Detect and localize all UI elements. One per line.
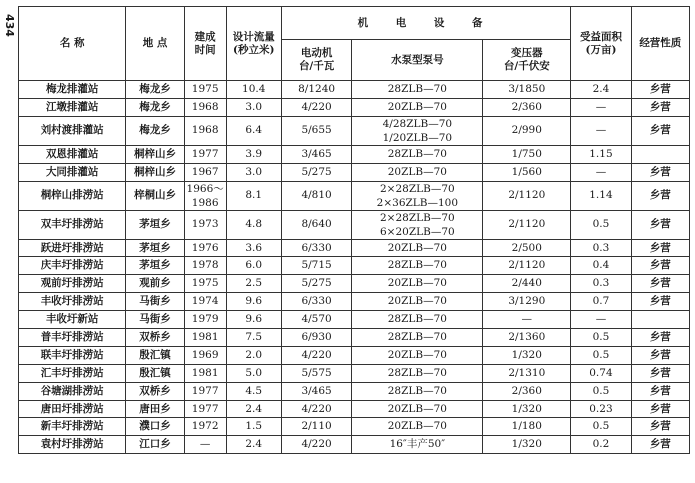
table-row [19, 239, 690, 257]
cell-flow: 3.0 [226, 163, 281, 181]
cell-motor: 5/575 [281, 364, 352, 382]
cell-name: 桐梓山排涝站 [19, 181, 126, 210]
cell-year-line: 1986 [191, 196, 219, 209]
cell-flow: 2.0 [226, 346, 281, 364]
cell-year: 1979 [184, 311, 226, 329]
cell-pump-line: 2×36ZLB—100 [376, 196, 459, 209]
cell-name: 双恩排灌站 [19, 145, 126, 163]
cell-flow: 3.0 [226, 98, 281, 116]
cell-pump-line: 4/28ZLB—70 [382, 117, 453, 130]
cell-name: 联丰圩排涝站 [19, 346, 126, 364]
cell-motor: 4/570 [281, 311, 352, 329]
cell-year: 1976 [184, 239, 226, 257]
cell-pump: 20ZLB—70 [352, 418, 483, 436]
cell-year: 1977 [184, 400, 226, 418]
cell-year: 1974 [184, 293, 226, 311]
cell-location: 桐梓山乡 [126, 145, 184, 163]
cell-transformer: 2/360 [483, 98, 571, 116]
cell-year: 1975 [184, 275, 226, 293]
table-row [19, 81, 690, 99]
cell-location: 马街乡 [126, 311, 184, 329]
cell-year: 1977 [184, 382, 226, 400]
cell-pump: 28ZLB—70 [352, 382, 483, 400]
cell-flow: 4.5 [226, 382, 281, 400]
cell-flow: 6.4 [226, 116, 281, 145]
cell-location: 梓桐山乡 [126, 181, 184, 210]
cell-name: 唐田圩排涝站 [19, 400, 126, 418]
cell-pump [352, 181, 483, 210]
cell-location: 马街乡 [126, 293, 184, 311]
cell-motor: 4/220 [281, 436, 352, 454]
cell-year: 1977 [184, 145, 226, 163]
table-row [19, 163, 690, 181]
pumping-station-table [18, 6, 690, 454]
cell-transformer: 1/320 [483, 400, 571, 418]
table-row [19, 311, 690, 329]
cell-transformer: 2/990 [483, 116, 571, 145]
cell-pump: 16″丰产50″ [352, 436, 483, 454]
cell-area: — [571, 163, 631, 181]
table-row [19, 329, 690, 347]
cell-flow: 5.0 [226, 364, 281, 382]
cell-flow: 2.4 [226, 400, 281, 418]
cell-name: 汇丰圩排涝站 [19, 364, 126, 382]
cell-area: 1.14 [571, 181, 631, 210]
cell-pump: 20ZLB—70 [352, 346, 483, 364]
cell-pump: 20ZLB—70 [352, 400, 483, 418]
cell-location: 观前乡 [126, 275, 184, 293]
cell-management: 乡营 [631, 275, 689, 293]
cell-transformer: 2/500 [483, 239, 571, 257]
cell-motor: 5/715 [281, 257, 352, 275]
cell-name: 新丰圩排涝站 [19, 418, 126, 436]
cell-flow: 9.6 [226, 293, 281, 311]
cell-name: 普丰圩排涝站 [19, 329, 126, 347]
cell-transformer: 2/1120 [483, 210, 571, 239]
table-row [19, 145, 690, 163]
cell-name: 刘村渡排灌站 [19, 116, 126, 145]
header-management: 经营性质 [631, 7, 689, 81]
cell-flow: 10.4 [226, 81, 281, 99]
cell-management: 乡营 [631, 257, 689, 275]
table-row [19, 418, 690, 436]
cell-transformer: 3/1850 [483, 81, 571, 99]
cell-management [631, 145, 689, 163]
cell-year: 1967 [184, 163, 226, 181]
cell-flow: 4.8 [226, 210, 281, 239]
cell-motor: 6/930 [281, 329, 352, 347]
cell-transformer: 2/440 [483, 275, 571, 293]
cell-location: 茅垣乡 [126, 239, 184, 257]
table-row [19, 275, 690, 293]
cell-name: 跃进圩排涝站 [19, 239, 126, 257]
cell-motor: 5/275 [281, 163, 352, 181]
cell-pump-line: 2×28ZLB—70 [380, 211, 455, 224]
header-build-time: 建成 时间 [184, 7, 226, 81]
cell-location: 江口乡 [126, 436, 184, 454]
cell-flow: 9.6 [226, 311, 281, 329]
cell-name: 观前圩排涝站 [19, 275, 126, 293]
header-design-flow: 设计流量 (秒立米) [226, 7, 281, 81]
cell-pump: 28ZLB—70 [352, 364, 483, 382]
cell-area: — [571, 98, 631, 116]
header-motor: 电动机 台/千瓦 [281, 40, 352, 81]
header-name: 名 称 [19, 7, 126, 81]
cell-year: 1981 [184, 364, 226, 382]
cell-motor: 3/465 [281, 382, 352, 400]
cell-transformer: 1/320 [483, 346, 571, 364]
cell-location: 殷汇镇 [126, 364, 184, 382]
cell-area: — [571, 116, 631, 145]
cell-pump: 20ZLB—70 [352, 163, 483, 181]
cell-pump-line: 1/20ZLB—70 [382, 131, 453, 144]
cell-location: 双桥乡 [126, 382, 184, 400]
table-row [19, 400, 690, 418]
cell-pump-line: 2×28ZLB—70 [380, 182, 455, 195]
cell-motor: 4/220 [281, 98, 352, 116]
cell-transformer: 2/1310 [483, 364, 571, 382]
cell-name: 江墩排灌站 [19, 98, 126, 116]
cell-location: 茅垣乡 [126, 210, 184, 239]
cell-area: 0.7 [571, 293, 631, 311]
cell-location: 殷汇镇 [126, 346, 184, 364]
cell-year: 1975 [184, 81, 226, 99]
table-body [19, 81, 690, 454]
page-number: 434 [3, 14, 16, 37]
cell-motor: 2/110 [281, 418, 352, 436]
cell-year: 1969 [184, 346, 226, 364]
cell-pump: 20ZLB—70 [352, 98, 483, 116]
cell-year: 1968 [184, 98, 226, 116]
cell-management: 乡营 [631, 346, 689, 364]
cell-area: — [571, 311, 631, 329]
cell-management: 乡营 [631, 210, 689, 239]
cell-area: 0.3 [571, 239, 631, 257]
table-row [19, 382, 690, 400]
cell-location: 桐梓山乡 [126, 163, 184, 181]
cell-year-line: 1966～ [186, 182, 224, 195]
cell-year: 1968 [184, 116, 226, 145]
cell-pump: 28ZLB—70 [352, 81, 483, 99]
cell-location: 梅龙乡 [126, 98, 184, 116]
table-row [19, 436, 690, 454]
cell-area: 0.74 [571, 364, 631, 382]
cell-management: 乡营 [631, 382, 689, 400]
cell-motor: 3/465 [281, 145, 352, 163]
cell-transformer: 1/180 [483, 418, 571, 436]
cell-transformer: — [483, 311, 571, 329]
cell-management: 乡营 [631, 436, 689, 454]
cell-year: 1981 [184, 329, 226, 347]
cell-name: 梅龙排灌站 [19, 81, 126, 99]
cell-transformer: 1/750 [483, 145, 571, 163]
cell-flow: 1.5 [226, 418, 281, 436]
header-benefit-area: 受益面积 (万亩) [571, 7, 631, 81]
cell-pump: 20ZLB—70 [352, 275, 483, 293]
cell-transformer: 2/1120 [483, 181, 571, 210]
header-location: 地 点 [126, 7, 184, 81]
cell-name: 谷塘湖排涝站 [19, 382, 126, 400]
cell-location: 双桥乡 [126, 329, 184, 347]
table-row [19, 116, 690, 145]
cell-motor: 8/640 [281, 210, 352, 239]
cell-area: 1.15 [571, 145, 631, 163]
cell-transformer: 2/360 [483, 382, 571, 400]
cell-management: 乡营 [631, 418, 689, 436]
cell-location: 濮口乡 [126, 418, 184, 436]
cell-pump: 28ZLB—70 [352, 257, 483, 275]
cell-name: 双丰圩排涝站 [19, 210, 126, 239]
cell-location: 唐田乡 [126, 400, 184, 418]
cell-management: 乡营 [631, 181, 689, 210]
cell-transformer: 3/1290 [483, 293, 571, 311]
cell-area: 0.3 [571, 275, 631, 293]
cell-management: 乡营 [631, 293, 689, 311]
table-row [19, 98, 690, 116]
header-transformer: 变压器 台/千伏安 [483, 40, 571, 81]
cell-management: 乡营 [631, 116, 689, 145]
cell-pump: 28ZLB—70 [352, 329, 483, 347]
cell-management: 乡营 [631, 329, 689, 347]
cell-management: 乡营 [631, 364, 689, 382]
cell-flow: 6.0 [226, 257, 281, 275]
cell-name: 大同排灌站 [19, 163, 126, 181]
cell-flow: 3.6 [226, 239, 281, 257]
cell-flow: 2.5 [226, 275, 281, 293]
cell-pump-line: 6×20ZLB—70 [380, 225, 455, 238]
cell-motor: 4/810 [281, 181, 352, 210]
cell-name: 袁村圩排涝站 [19, 436, 126, 454]
cell-area: 0.5 [571, 210, 631, 239]
cell-area: 0.4 [571, 257, 631, 275]
table-row [19, 181, 690, 210]
cell-pump [352, 210, 483, 239]
cell-year [184, 181, 226, 210]
cell-area: 0.5 [571, 346, 631, 364]
table-row [19, 210, 690, 239]
cell-motor: 5/655 [281, 116, 352, 145]
cell-motor: 5/275 [281, 275, 352, 293]
cell-transformer: 2/1360 [483, 329, 571, 347]
cell-year: 1972 [184, 418, 226, 436]
cell-motor: 6/330 [281, 239, 352, 257]
cell-name: 庆丰圩排涝站 [19, 257, 126, 275]
cell-area: 2.4 [571, 81, 631, 99]
cell-flow: 2.4 [226, 436, 281, 454]
cell-location: 茅垣乡 [126, 257, 184, 275]
cell-area: 0.2 [571, 436, 631, 454]
cell-name: 丰收圩排涝站 [19, 293, 126, 311]
cell-area: 0.23 [571, 400, 631, 418]
cell-management [631, 311, 689, 329]
cell-pump: 20ZLB—70 [352, 239, 483, 257]
cell-flow: 8.1 [226, 181, 281, 210]
cell-pump: 20ZLB—70 [352, 293, 483, 311]
cell-motor: 6/330 [281, 293, 352, 311]
cell-transformer: 1/320 [483, 436, 571, 454]
cell-transformer: 2/1120 [483, 257, 571, 275]
cell-name: 丰收圩新站 [19, 311, 126, 329]
cell-pump [352, 116, 483, 145]
cell-pump: 28ZLB—70 [352, 311, 483, 329]
cell-area: 0.5 [571, 418, 631, 436]
cell-motor: 8/1240 [281, 81, 352, 99]
cell-management: 乡营 [631, 98, 689, 116]
cell-management: 乡营 [631, 239, 689, 257]
cell-area: 0.5 [571, 382, 631, 400]
cell-flow: 3.9 [226, 145, 281, 163]
table-row [19, 257, 690, 275]
cell-year: 1978 [184, 257, 226, 275]
cell-location: 梅龙乡 [126, 81, 184, 99]
cell-area: 0.5 [571, 329, 631, 347]
cell-year: — [184, 436, 226, 454]
cell-pump: 28ZLB—70 [352, 145, 483, 163]
cell-flow: 7.5 [226, 329, 281, 347]
header-pump: 水泵型泵号 [352, 40, 483, 81]
cell-motor: 4/220 [281, 400, 352, 418]
cell-location: 梅龙乡 [126, 116, 184, 145]
cell-management: 乡营 [631, 163, 689, 181]
cell-management: 乡营 [631, 400, 689, 418]
cell-transformer: 1/560 [483, 163, 571, 181]
table-row [19, 364, 690, 382]
cell-motor: 4/220 [281, 346, 352, 364]
cell-year: 1973 [184, 210, 226, 239]
cell-management: 乡营 [631, 81, 689, 99]
table-row [19, 293, 690, 311]
header-equipment: 机 电 设 备 [281, 7, 570, 40]
table-row [19, 346, 690, 364]
